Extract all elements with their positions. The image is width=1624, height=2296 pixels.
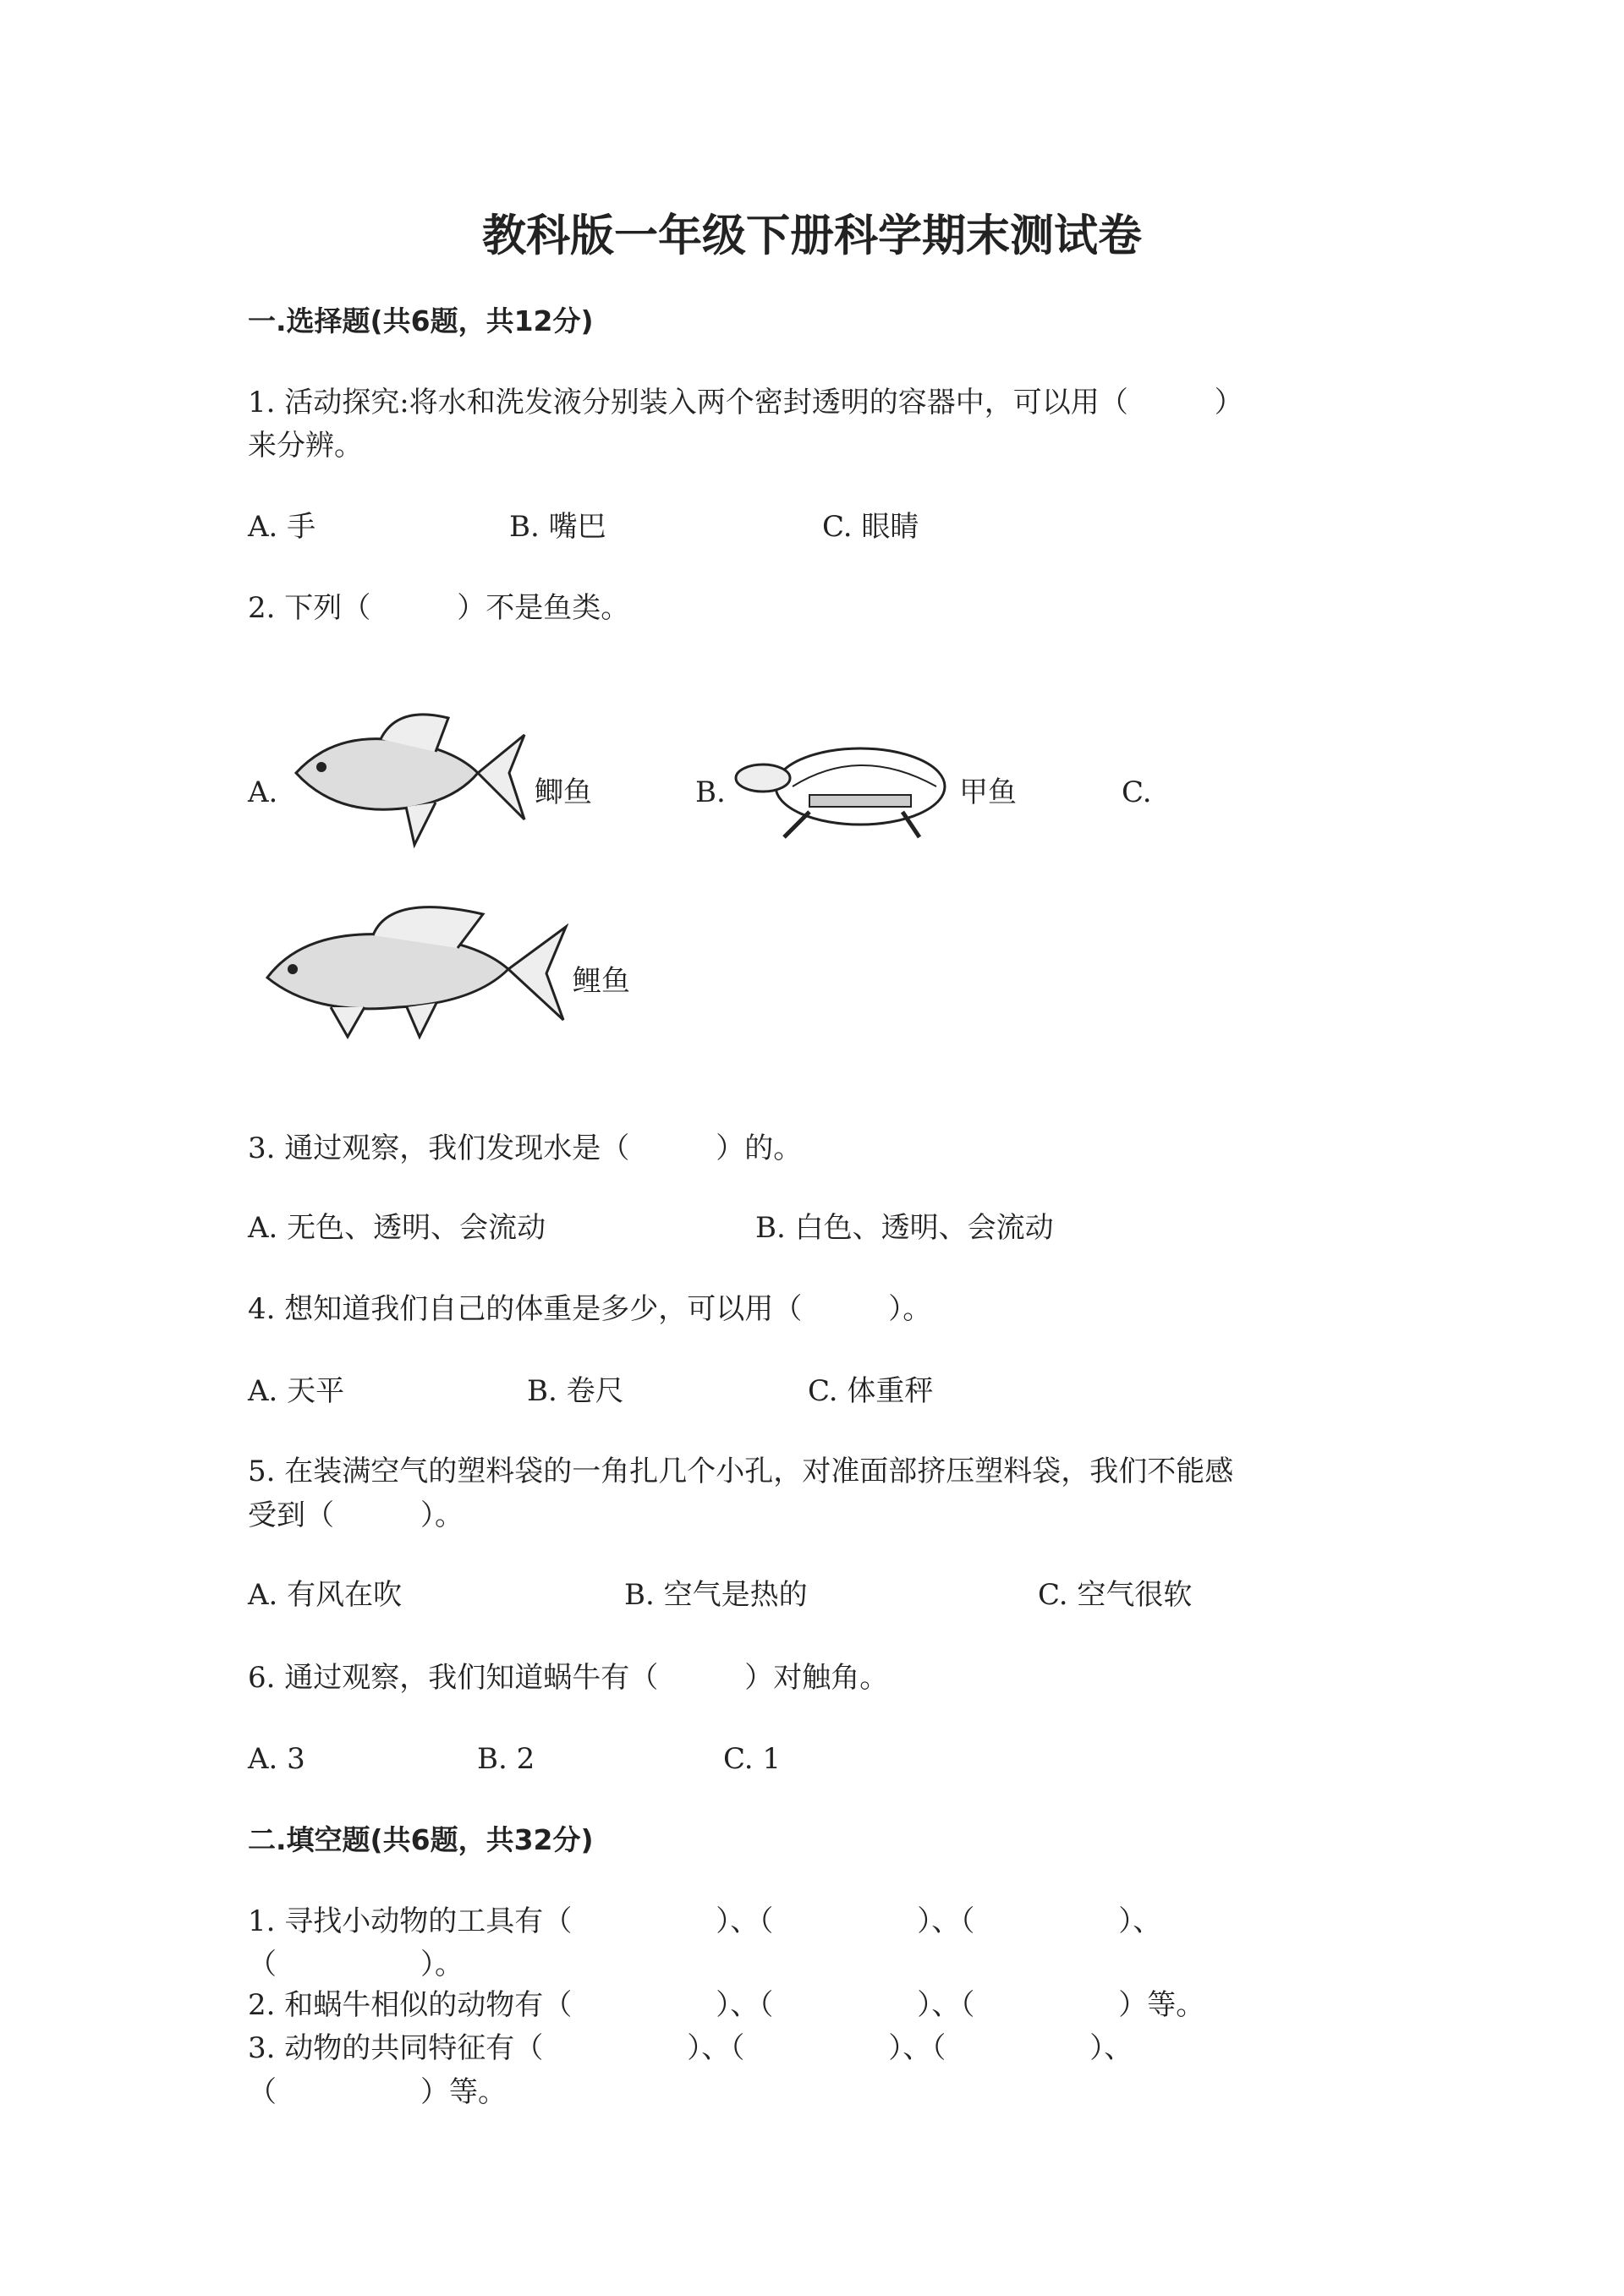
- fill3-text-cont: （ ）等。: [248, 2075, 507, 2109]
- fill1-text-cont: （ ）。: [248, 1948, 464, 1981]
- q1-option-b: B. 嘴巴: [509, 510, 606, 544]
- q2-option-a: A.: [248, 775, 278, 809]
- q2-option-c-label: 鲤鱼: [573, 964, 630, 998]
- q2-option-c: C.: [1122, 775, 1152, 809]
- q5-option-b: B. 空气是热的: [624, 1578, 808, 1612]
- q4-option-a: A. 天平: [248, 1374, 345, 1408]
- q2-option-b: B.: [695, 775, 726, 809]
- q1-text-cont: 来分辨。: [248, 429, 363, 463]
- q6-option-c: C. 1: [723, 1742, 782, 1776]
- q6-option-a: A. 3: [248, 1742, 305, 1776]
- q3-option-b: B. 白色、透明、会流动: [755, 1211, 1054, 1245]
- q1-option-a: A. 手: [248, 510, 316, 544]
- q3-text: 3. 通过观察，我们发现水是（ ）的。: [248, 1132, 803, 1165]
- q5-text-cont: 受到（ ）。: [248, 1499, 464, 1532]
- page-title: 教科版一年级下册科学期末测试卷: [481, 211, 1142, 262]
- fill2-text: 2. 和蜗牛相似的动物有（ ）、（ ）、（ ）等。: [248, 1988, 1205, 2022]
- crucian-carp-image: [288, 701, 527, 848]
- q6-option-b: B. 2: [477, 1742, 535, 1776]
- carp-image: [263, 893, 568, 1040]
- q1-text: 1. 活动探究:将水和洗发液分别装入两个密封透明的容器中，可以用（ ）: [248, 386, 1243, 419]
- q5-text: 5. 在装满空气的塑料袋的一角扎几个小孔，对准面部挤压塑料袋，我们不能感: [248, 1455, 1234, 1488]
- section1-heading: 一.选择题(共6题，共12分): [248, 304, 594, 337]
- q2-option-a-label: 鲫鱼: [535, 775, 592, 809]
- fill1-text: 1. 寻找小动物的工具有（ ）、（ ）、（ ）、: [248, 1904, 1162, 1938]
- q2-option-b-label: 甲鱼: [959, 775, 1017, 809]
- q2-text: 2. 下列（ ）不是鱼类。: [248, 591, 630, 625]
- q1-option-c: C. 眼睛: [822, 510, 919, 544]
- q5-option-a: A. 有风在吹: [248, 1578, 403, 1612]
- q4-option-b: B. 卷尺: [527, 1374, 624, 1408]
- q3-option-a: A. 无色、透明、会流动: [248, 1211, 546, 1245]
- q6-text: 6. 通过观察，我们知道蜗牛有（ ）对触角。: [248, 1661, 889, 1695]
- q4-option-c: C. 体重秤: [808, 1374, 934, 1408]
- q5-option-c: C. 空气很软: [1038, 1578, 1193, 1612]
- turtle-image: [733, 727, 953, 846]
- q4-text: 4. 想知道我们自己的体重是多少，可以用（ ）。: [248, 1292, 932, 1326]
- fill3-text: 3. 动物的共同特征有（ ）、（ ）、（ ）、: [248, 2031, 1133, 2065]
- section2-heading: 二.填空题(共6题，共32分): [248, 1823, 594, 1856]
